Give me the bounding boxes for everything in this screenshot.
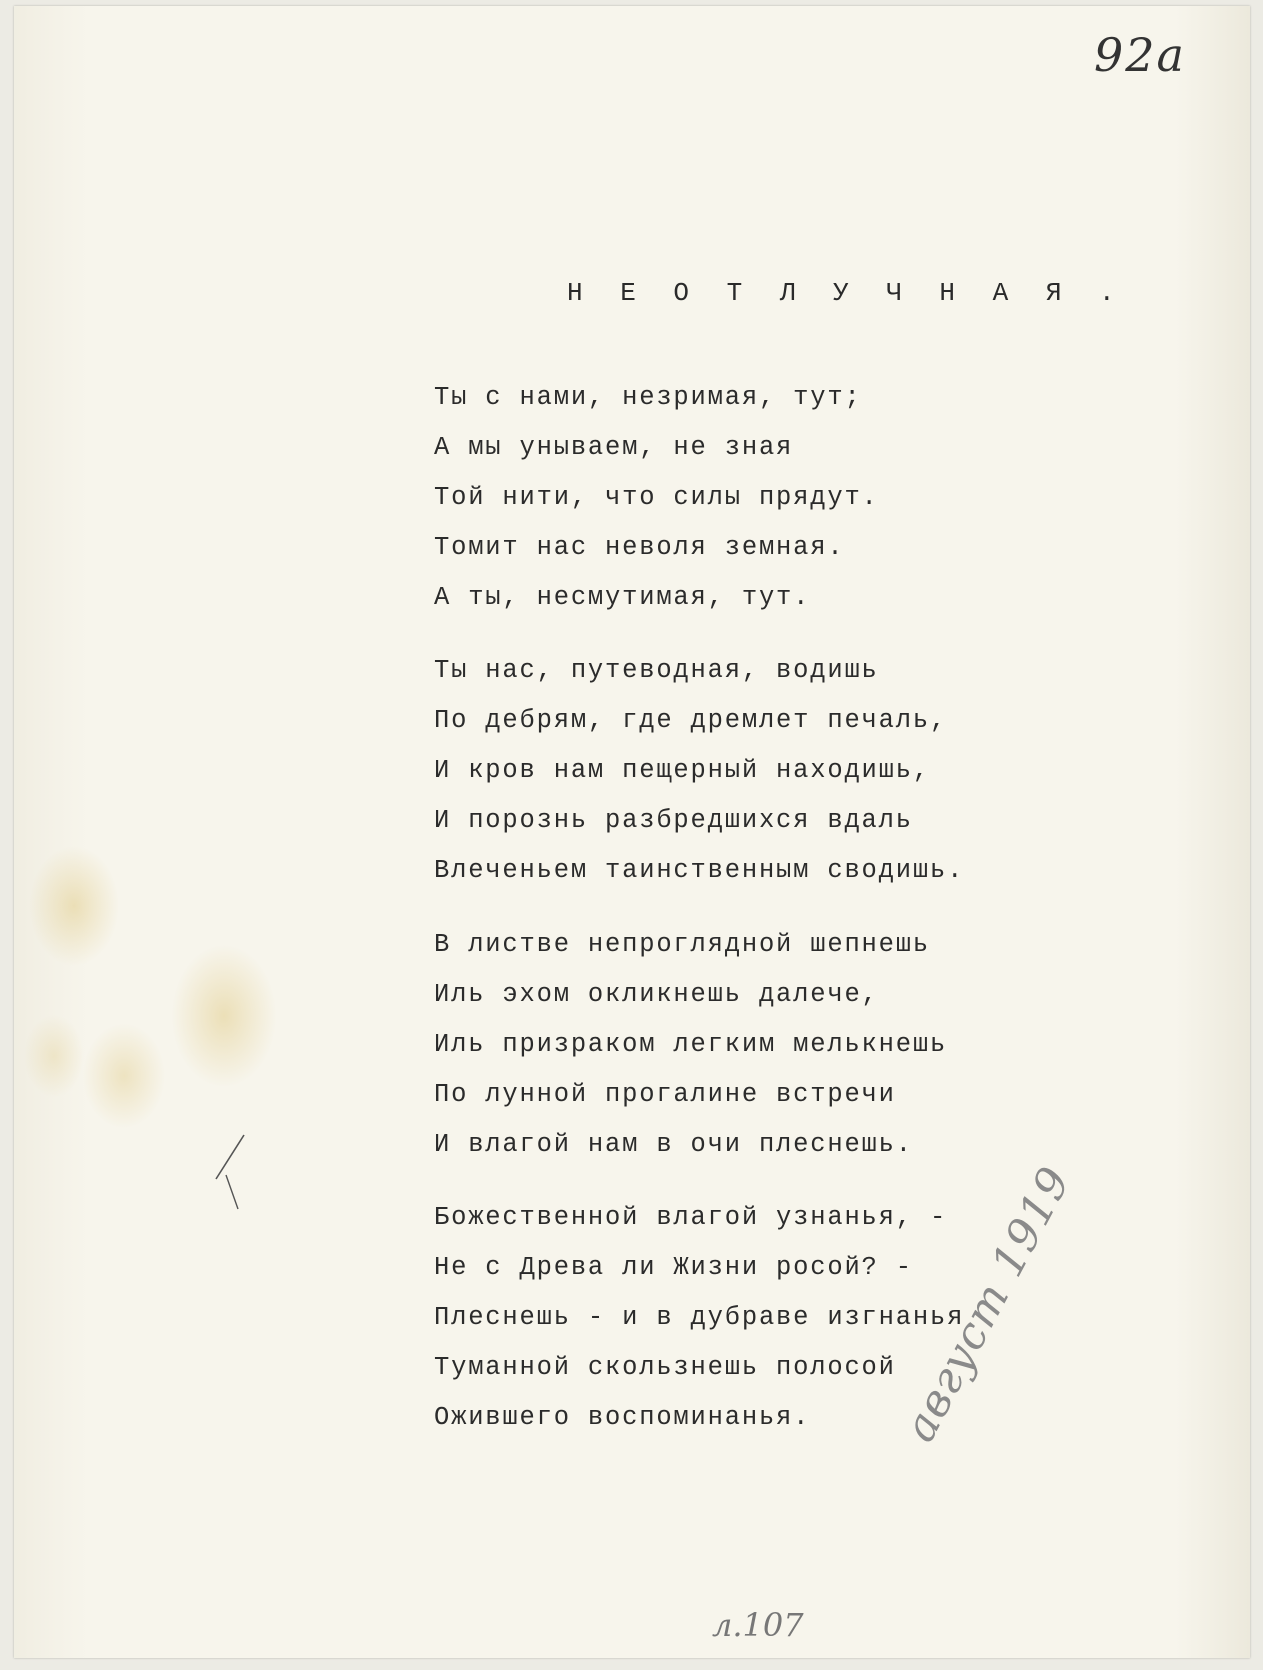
poem-line: По лунной прогалине встречи [434,1080,896,1109]
sheet-number: л.107 [712,1606,804,1644]
poem-line: Ты с нами, незримая, тут; [434,383,862,412]
poem-line: Туманной скользнешь полосой [434,1353,896,1382]
document-page [14,6,1250,1658]
poem-line: Не с Древа ли Жизни росой? - [434,1253,913,1282]
poem-line: Ты нас, путеводная, водишь [434,656,879,685]
poem-line: Иль призраком легким мелькнешь [434,1030,948,1059]
poem-line: Той нити, что силы прядут. [434,483,879,512]
stanza-4 [434,1193,964,1443]
poem-line: И порознь разбредшихся вдаль [434,806,913,835]
poem-title: Н Е О Т Л У Ч Н А Я . [567,278,1126,308]
pencil-tick-mark [214,1131,274,1211]
poem-line: Божественной влагой узнанья, - [434,1203,948,1232]
poem-line: Иль эхом окликнешь далече, [434,980,879,1009]
poem-line: Ожившего воспоминанья. [434,1403,811,1432]
poem-line: И кров нам пещерный находишь, [434,756,930,785]
stanza-2 [434,646,964,896]
poem-line: А ты, несмутимая, тут. [434,583,811,612]
handwritten-date: август 1919 [894,1158,1082,1450]
poem-line: Плеснешь - и в дубраве изгнанья [434,1303,965,1332]
poem-line: По дебрям, где дремлет печаль, [434,706,948,735]
poem-line: А мы унываем, не зная [434,433,794,462]
folio-number: 92а [1094,28,1186,82]
poem-line: Влеченьем таинственным сводишь. [434,856,965,885]
stanza-1 [434,373,879,623]
stanza-3 [434,920,947,1170]
poem-line: Томит нас неволя земная. [434,533,845,562]
poem-line: И влагой нам в очи плеснешь. [434,1130,913,1159]
poem-line: В листве непроглядной шепнешь [434,930,930,959]
